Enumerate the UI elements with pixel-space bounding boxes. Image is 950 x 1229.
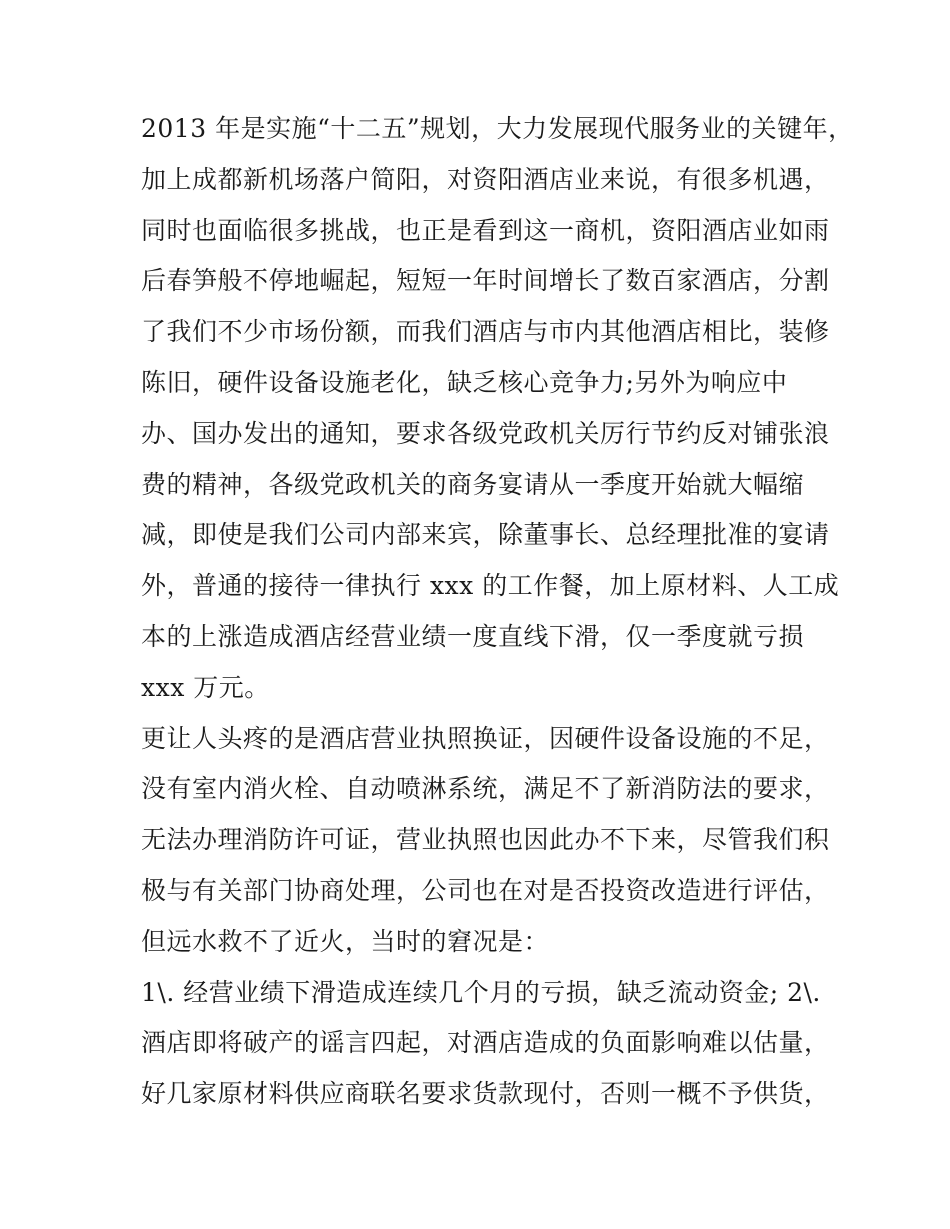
text-line: 1\. 经营业绩下滑造成连续几个月的亏损，缺乏流动资金; 2\. bbox=[141, 977, 821, 1007]
text-line: 同时也面临很多挑战，也正是看到这一商机，资阳酒店业如雨 bbox=[141, 215, 830, 245]
body-text bbox=[141, 104, 854, 1120]
text-line: 酒店即将破产的谣言四起，对酒店造成的负面影响难以估量， bbox=[141, 1028, 830, 1058]
text-line: 减，即使是我们公司内部来宾，除董事长、总经理批准的宴请 bbox=[141, 520, 830, 550]
text-line: xxx 万元。 bbox=[141, 672, 270, 702]
text-line: 无法办理消防许可证，营业执照也因此办不下来，尽管我们积 bbox=[141, 825, 830, 855]
text-line: 2013 年是实施“十二五”规划，大力发展现代服务业的关键年， bbox=[141, 114, 854, 143]
text-line: 加上成都新机场落户简阳，对资阳酒店业来说，有很多机遇， bbox=[141, 164, 830, 194]
text-line: 没有室内消火栓、自动喷淋系统，满足不了新消防法的要求， bbox=[141, 774, 830, 804]
text-line: 本的上涨造成酒店经营业绩一度直线下滑，仅一季度就亏损 bbox=[141, 621, 805, 651]
text-line: 极与有关部门协商处理，公司也在对是否投资改造进行评估， bbox=[141, 875, 830, 905]
text-line: 费的精神，各级党政机关的商务宴请从一季度开始就大幅缩 bbox=[141, 469, 805, 499]
text-line: 陈旧，硬件设备设施老化，缺乏核心竞争力;另外为响应中 bbox=[141, 367, 788, 397]
text-line: 但远水救不了近火，当时的窘况是： bbox=[141, 926, 550, 956]
text-line: 外，普通的接待一律执行 xxx 的工作餐，加上原材料、人工成 bbox=[141, 571, 840, 601]
text-line: 办、国办发出的通知，要求各级党政机关厉行节约反对铺张浪 bbox=[141, 418, 830, 448]
text-line: 后春笋般不停地崛起，短短一年时间增长了数百家酒店，分割 bbox=[141, 266, 830, 296]
text-line: 好几家原材料供应商联名要求货款现付，否则一概不予供货， bbox=[141, 1079, 830, 1109]
text-line: 了我们不少市场份额，而我们酒店与市内其他酒店相比，装修 bbox=[141, 317, 830, 347]
text-line: 更让人头疼的是酒店营业执照换证，因硬件设备设施的不足， bbox=[141, 723, 830, 753]
